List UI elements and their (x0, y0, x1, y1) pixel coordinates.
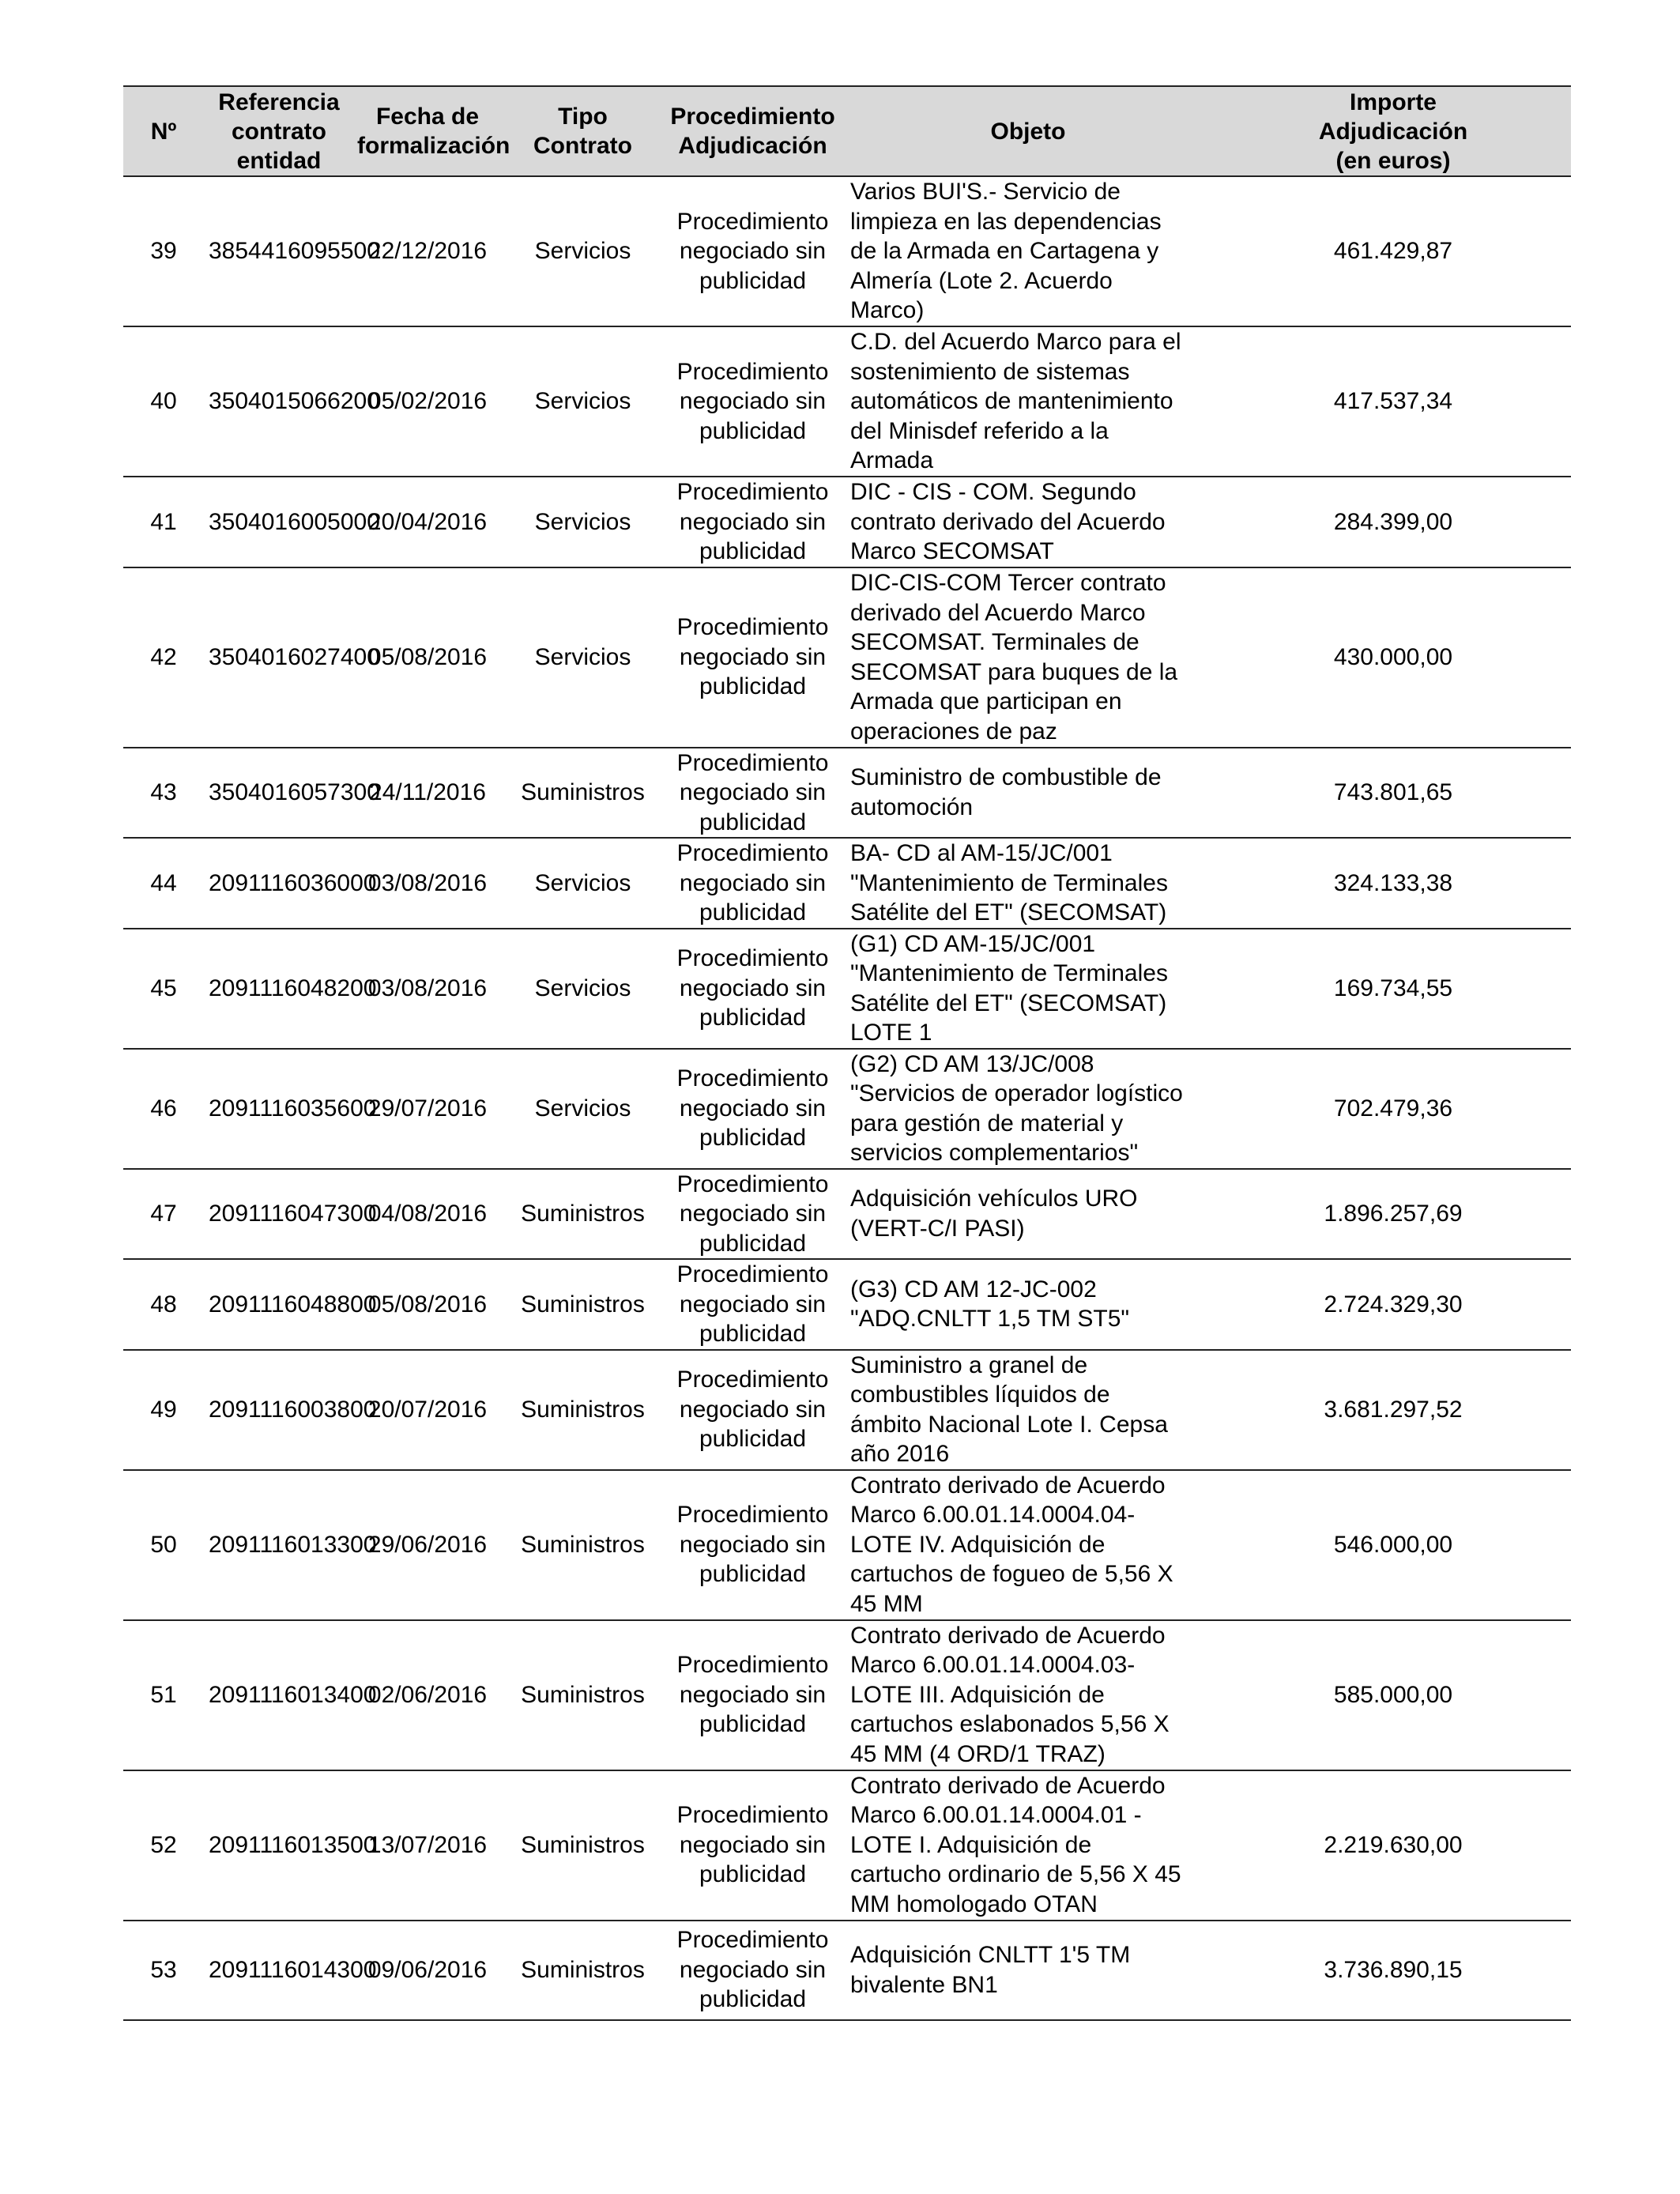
header-ref: Referencia contrato entidad (204, 86, 354, 176)
cell-objeto-line: derivado del Acuerdo Marco (850, 599, 1146, 626)
cell-procedimiento-line: Procedimiento (676, 840, 829, 866)
cell-procedimiento-line: negociado sin (679, 1831, 827, 1858)
cell-objeto (841, 477, 1215, 567)
cell-tipo: Suministros (501, 1770, 665, 1921)
cell-procedimiento (665, 1049, 841, 1169)
cell-tipo: Servicios (501, 176, 665, 326)
cell-objeto-line: automáticos de mantenimiento (850, 388, 1173, 415)
cell-procedimiento-line: negociado sin (679, 1681, 827, 1708)
cell-procedimiento-line: negociado sin (679, 1201, 827, 1227)
cell-objeto-line: "Mantenimiento de Terminales (850, 869, 1168, 896)
cell-objeto-line: Contrato derivado de Acuerdo (850, 1772, 1166, 1799)
cell-num: 43 (123, 748, 204, 839)
cell-procedimiento-line: Procedimiento (676, 1065, 829, 1092)
cell-ref: 3854416095500 (204, 176, 354, 326)
cell-fecha: 03/08/2016 (354, 838, 501, 929)
cell-procedimiento-line: publicidad (699, 899, 807, 925)
cell-num: 53 (123, 1921, 204, 2020)
header-fecha: Fecha de formalización (354, 86, 501, 176)
cell-procedimiento-line: publicidad (699, 1711, 807, 1738)
cell-procedimiento (665, 1350, 841, 1470)
cell-objeto-line: Suministro a granel de (850, 1351, 1088, 1378)
cell-objeto (841, 1049, 1215, 1169)
table-row (123, 929, 1571, 1049)
cell-objeto (841, 1470, 1215, 1620)
cell-objeto (841, 748, 1215, 839)
cell-procedimiento-line: Procedimiento (676, 1367, 829, 1393)
cell-objeto-line: Suministro de combustible de (850, 764, 1162, 791)
cell-objeto-line: DIC - CIS - COM. Segundo (850, 479, 1136, 505)
cell-objeto-line: Adquisición CNLTT 1'5 TM (850, 1942, 1131, 1968)
cell-procedimiento-line: negociado sin (679, 1956, 827, 1983)
cell-ref: 2091116036000 (204, 838, 354, 929)
header-row (123, 86, 1571, 176)
table-row (123, 838, 1571, 929)
cell-procedimiento-line: negociado sin (679, 1396, 827, 1423)
cell-procedimiento-line: Procedimiento (676, 358, 829, 385)
cell-objeto-line: combustibles líquidos de (850, 1382, 1110, 1408)
cell-objeto-line: sostenimiento de sistemas (850, 358, 1130, 385)
cell-ref: 2091116014300 (204, 1921, 354, 2020)
table-row (123, 1470, 1571, 1620)
cell-procedimiento-line: negociado sin (679, 1531, 827, 1558)
cell-objeto-line: servicios complementarios" (850, 1140, 1139, 1166)
cell-importe: 2.219.630,00 (1215, 1770, 1571, 1921)
cell-objeto (841, 929, 1215, 1049)
cell-procedimiento-line: negociado sin (679, 779, 827, 805)
cell-tipo: Servicios (501, 326, 665, 477)
cell-fecha: 02/06/2016 (354, 1620, 501, 1770)
contracts-table (123, 85, 1571, 2021)
table-body (123, 176, 1571, 2020)
header-importe: Importe Adjudicación (en euros) (1215, 86, 1571, 176)
cell-procedimiento-line: publicidad (699, 1321, 807, 1347)
cell-num: 40 (123, 326, 204, 477)
cell-tipo: Suministros (501, 1620, 665, 1770)
cell-procedimiento-line: publicidad (699, 1986, 807, 2013)
cell-ref: 2091116003800 (204, 1350, 354, 1470)
header-procedimiento: Procedimiento Adjudicación (665, 86, 841, 176)
cell-num: 44 (123, 838, 204, 929)
cell-objeto-line: cartuchos eslabonados 5,56 X (850, 1711, 1170, 1738)
cell-procedimiento-line: Procedimiento (676, 479, 829, 505)
cell-importe: 546.000,00 (1215, 1470, 1571, 1620)
cell-procedimiento-line: publicidad (699, 1125, 807, 1152)
cell-objeto (841, 838, 1215, 929)
cell-procedimiento-line: negociado sin (679, 974, 827, 1001)
cell-objeto-line: Marco) (850, 297, 925, 324)
cell-objeto-line: Satélite del ET" (SECOMSAT) (850, 899, 1167, 925)
cell-fecha: 20/07/2016 (354, 1350, 501, 1470)
cell-objeto-line: ámbito Nacional Lote I. Cepsa (850, 1411, 1168, 1438)
cell-importe: 284.399,00 (1215, 477, 1571, 567)
cell-objeto-line: SECOMSAT para buques de la (850, 658, 1178, 685)
cell-procedimiento (665, 1921, 841, 2020)
cell-procedimiento (665, 748, 841, 839)
cell-importe: 3.681.297,52 (1215, 1350, 1571, 1470)
cell-objeto-line: Armada que participan en (850, 688, 1122, 714)
cell-objeto-line: DIC-CIS-COM Tercer contrato (850, 570, 1166, 596)
cell-procedimiento (665, 567, 841, 748)
cell-objeto-line: (VERT-C/I PASI) (850, 1215, 1025, 1242)
cell-procedimiento-line: publicidad (699, 267, 807, 294)
cell-objeto-line: cartucho ordinario de 5,56 X 45 (850, 1861, 1181, 1888)
cell-objeto-line: Satélite del ET" (SECOMSAT) (850, 990, 1167, 1016)
cell-objeto-line: Contrato derivado de Acuerdo (850, 1622, 1166, 1649)
cell-num: 46 (123, 1049, 204, 1169)
cell-objeto-line: (G1) CD AM-15/JC/001 (850, 930, 1096, 957)
cell-procedimiento (665, 326, 841, 477)
cell-procedimiento-line: publicidad (699, 417, 807, 444)
cell-objeto-line: contrato derivado del Acuerdo (850, 508, 1166, 535)
cell-tipo: Suministros (501, 1169, 665, 1260)
cell-fecha: 05/02/2016 (354, 326, 501, 477)
cell-num: 48 (123, 1259, 204, 1350)
cell-num: 50 (123, 1470, 204, 1620)
cell-importe: 169.734,55 (1215, 929, 1571, 1049)
cell-objeto-line: "Servicios de operador logístico (850, 1080, 1183, 1106)
cell-objeto-line: Adquisición vehículos URO (850, 1186, 1138, 1212)
cell-procedimiento-line: Procedimiento (676, 1802, 829, 1829)
cell-importe: 2.724.329,30 (1215, 1259, 1571, 1350)
cell-objeto (841, 1620, 1215, 1770)
cell-ref: 2091116013500 (204, 1770, 354, 1921)
cell-objeto-line: operaciones de paz (850, 718, 1057, 745)
cell-objeto-line: Varios BUI'S.- Servicio de (850, 179, 1121, 205)
cell-procedimiento-line: Procedimiento (676, 1652, 829, 1679)
cell-fecha: 29/06/2016 (354, 1470, 501, 1620)
cell-importe: 702.479,36 (1215, 1049, 1571, 1169)
cell-procedimiento-line: negociado sin (679, 643, 827, 670)
cell-procedimiento-line: Procedimiento (676, 945, 829, 972)
cell-procedimiento (665, 1470, 841, 1620)
table-row (123, 477, 1571, 567)
cell-tipo: Servicios (501, 477, 665, 567)
cell-procedimiento-line: negociado sin (679, 1291, 827, 1318)
cell-procedimiento-line: publicidad (699, 673, 807, 700)
cell-objeto-line: Marco 6.00.01.14.0004.04- (850, 1502, 1136, 1529)
cell-procedimiento (665, 1259, 841, 1350)
cell-procedimiento-line: Procedimiento (676, 749, 829, 776)
cell-importe: 324.133,38 (1215, 838, 1571, 929)
cell-procedimiento (665, 1770, 841, 1921)
cell-procedimiento-line: Procedimiento (676, 614, 829, 641)
cell-procedimiento (665, 838, 841, 929)
cell-fecha: 24/11/2016 (354, 748, 501, 839)
cell-importe: 743.801,65 (1215, 748, 1571, 839)
cell-procedimiento (665, 1169, 841, 1260)
cell-tipo: Servicios (501, 567, 665, 748)
cell-procedimiento-line: negociado sin (679, 508, 827, 535)
cell-objeto-line: LOTE 1 (850, 1020, 932, 1046)
cell-ref: 2091116035600 (204, 1049, 354, 1169)
cell-procedimiento-line: publicidad (699, 538, 807, 564)
cell-procedimiento-line: Procedimiento (676, 1927, 829, 1954)
cell-objeto-line: de la Armada en Cartagena y (850, 238, 1159, 265)
cell-objeto (841, 326, 1215, 477)
table-row (123, 748, 1571, 839)
cell-num: 45 (123, 929, 204, 1049)
table-row (123, 1770, 1571, 1921)
cell-objeto-line: limpieza en las dependencias (850, 208, 1162, 235)
cell-tipo: Suministros (501, 748, 665, 839)
cell-tipo: Servicios (501, 929, 665, 1049)
cell-objeto-line: Almería (Lote 2. Acuerdo (850, 267, 1113, 294)
cell-objeto (841, 1770, 1215, 1921)
cell-fecha: 05/08/2016 (354, 1259, 501, 1350)
header-objeto: Objeto (841, 86, 1215, 176)
cell-num: 49 (123, 1350, 204, 1470)
cell-objeto-line: C.D. del Acuerdo Marco para el (850, 329, 1181, 356)
cell-fecha: 04/08/2016 (354, 1169, 501, 1260)
cell-tipo: Suministros (501, 1350, 665, 1470)
header-num: Nº (123, 86, 204, 176)
cell-procedimiento (665, 477, 841, 567)
cell-objeto-line: del Minisdef referido a la (850, 417, 1109, 444)
cell-objeto-line: MM homologado OTAN (850, 1891, 1098, 1917)
cell-tipo: Suministros (501, 1259, 665, 1350)
cell-objeto-line: cartuchos de fogueo de 5,56 X (850, 1561, 1173, 1588)
cell-procedimiento-line: publicidad (699, 1426, 807, 1453)
cell-objeto-line: automoción (850, 794, 974, 820)
cell-objeto (841, 1921, 1215, 2020)
cell-objeto-line: "Mantenimiento de Terminales (850, 960, 1168, 986)
cell-objeto-line: BA- CD al AM-15/JC/001 (850, 840, 1113, 866)
cell-procedimiento-line: publicidad (699, 1230, 807, 1257)
cell-objeto-line: 45 MM (850, 1590, 923, 1617)
table-row (123, 326, 1571, 477)
cell-objeto-line: LOTE III. Adquisición de (850, 1681, 1105, 1708)
cell-ref: 2091116013300 (204, 1470, 354, 1620)
cell-fecha: 13/07/2016 (354, 1770, 501, 1921)
table-row (123, 1169, 1571, 1260)
cell-tipo: Suministros (501, 1470, 665, 1620)
cell-num: 41 (123, 477, 204, 567)
cell-procedimiento-line: publicidad (699, 1561, 807, 1588)
cell-fecha: 22/12/2016 (354, 176, 501, 326)
cell-procedimiento-line: Procedimiento (676, 1502, 829, 1529)
cell-objeto (841, 567, 1215, 748)
table-row (123, 1049, 1571, 1169)
cell-procedimiento-line: negociado sin (679, 238, 827, 265)
cell-procedimiento (665, 1620, 841, 1770)
cell-fecha: 20/04/2016 (354, 477, 501, 567)
cell-importe: 3.736.890,15 (1215, 1921, 1571, 2020)
cell-procedimiento (665, 176, 841, 326)
cell-objeto-line: "ADQ.CNLTT 1,5 TM ST5" (850, 1306, 1130, 1333)
cell-objeto-line: 45 MM (4 ORD/1 TRAZ) (850, 1740, 1106, 1767)
cell-fecha: 09/06/2016 (354, 1921, 501, 2020)
table-row (123, 1620, 1571, 1770)
cell-objeto (841, 1169, 1215, 1260)
table-row (123, 1259, 1571, 1350)
cell-objeto-line: SECOMSAT. Terminales de (850, 629, 1139, 655)
header-tipo: Tipo Contrato (501, 86, 665, 176)
cell-objeto-line: Contrato derivado de Acuerdo (850, 1472, 1166, 1498)
cell-objeto-line: Marco 6.00.01.14.0004.03- (850, 1652, 1136, 1679)
cell-ref: 2091116013400 (204, 1620, 354, 1770)
cell-procedimiento-line: publicidad (699, 809, 807, 835)
cell-procedimiento-line: negociado sin (679, 388, 827, 415)
table-row (123, 1921, 1571, 2020)
cell-tipo: Servicios (501, 838, 665, 929)
cell-importe: 1.896.257,69 (1215, 1169, 1571, 1260)
cell-objeto (841, 1259, 1215, 1350)
cell-objeto-line: Marco SECOMSAT (850, 538, 1054, 564)
cell-importe: 430.000,00 (1215, 567, 1571, 748)
cell-num: 52 (123, 1770, 204, 1921)
cell-num: 51 (123, 1620, 204, 1770)
cell-ref: 2091116048800 (204, 1259, 354, 1350)
cell-importe: 461.429,87 (1215, 176, 1571, 326)
table-row (123, 1350, 1571, 1470)
cell-ref: 2091116047300 (204, 1169, 354, 1260)
cell-fecha: 29/07/2016 (354, 1049, 501, 1169)
cell-ref: 3504016005000 (204, 477, 354, 567)
cell-objeto-line: (G3) CD AM 12-JC-002 (850, 1276, 1097, 1302)
cell-objeto (841, 176, 1215, 326)
cell-objeto-line: LOTE IV. Adquisición de (850, 1531, 1106, 1558)
cell-importe: 585.000,00 (1215, 1620, 1571, 1770)
cell-procedimiento-line: negociado sin (679, 1095, 827, 1122)
cell-objeto (841, 1350, 1215, 1470)
table-row (123, 567, 1571, 748)
cell-objeto-line: Armada (850, 447, 934, 474)
cell-procedimiento-line: Procedimiento (676, 1171, 829, 1197)
cell-fecha: 03/08/2016 (354, 929, 501, 1049)
cell-fecha: 05/08/2016 (354, 567, 501, 748)
cell-procedimiento-line: negociado sin (679, 869, 827, 896)
cell-ref: 3504016027400 (204, 567, 354, 748)
table-header (123, 86, 1571, 176)
cell-objeto-line: para gestión de material y (850, 1110, 1124, 1137)
cell-ref: 3504016057300 (204, 748, 354, 839)
cell-tipo: Suministros (501, 1921, 665, 2020)
cell-procedimiento-line: publicidad (699, 1861, 807, 1888)
cell-objeto-line: Marco 6.00.01.14.0004.01 - (850, 1802, 1142, 1829)
cell-objeto-line: LOTE I. Adquisición de (850, 1831, 1092, 1858)
cell-procedimiento-line: Procedimiento (676, 1261, 829, 1287)
cell-ref: 3504015066200 (204, 326, 354, 477)
cell-procedimiento-line: publicidad (699, 1005, 807, 1031)
cell-tipo: Servicios (501, 1049, 665, 1169)
cell-objeto-line: bivalente BN1 (850, 1971, 998, 1998)
cell-objeto-line: (G2) CD AM 13/JC/008 (850, 1050, 1094, 1077)
cell-num: 42 (123, 567, 204, 748)
table-row (123, 176, 1571, 326)
cell-num: 47 (123, 1169, 204, 1260)
cell-procedimiento-line: Procedimiento (676, 208, 829, 235)
cell-importe: 417.537,34 (1215, 326, 1571, 477)
cell-num: 39 (123, 176, 204, 326)
cell-ref: 2091116048200 (204, 929, 354, 1049)
cell-procedimiento (665, 929, 841, 1049)
cell-objeto-line: año 2016 (850, 1441, 950, 1467)
